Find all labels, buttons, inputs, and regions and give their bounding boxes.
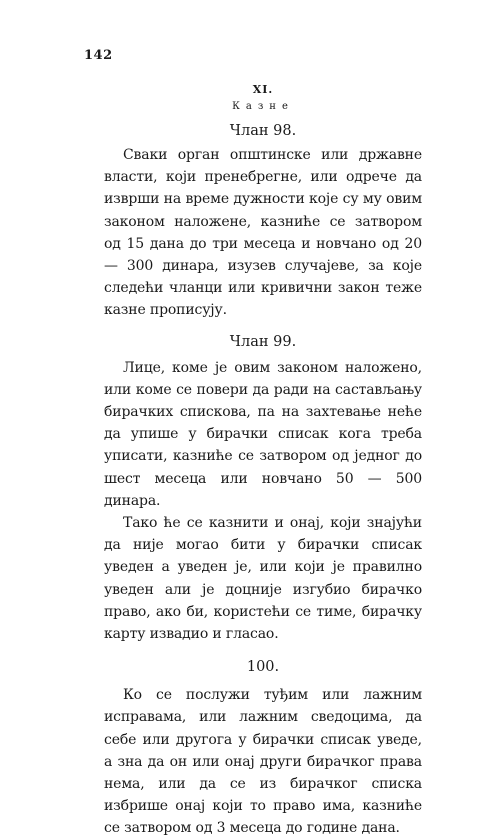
article-99-paragraph-2: Тако ће се казнити и онај, који знајући да није могао бити у бирачки списак уведен а уведен је, или који је правилно уведен али је доцније изгубио бирачко право, ако би, користећи се тиме, бирачку карту извадио и гласао. — [104, 515, 422, 643]
article-heading-99: Члан 99. — [229, 333, 297, 350]
section-number: XI. — [252, 83, 274, 96]
page-content — [104, 83, 422, 840]
article-heading-98: Члан 98. — [229, 123, 297, 139]
section-title: Казне — [232, 101, 294, 112]
article-100-paragraph: Ко се послужи туђим или лажним исправама, или лажним сведоцима, да себе или другога у бирачки списак уведе, а зна да он или онај други бирачког права нема, или да се из бирачког списка избрише онај који то право има, казниће се затвором од 3 месеца до године дана. — [104, 687, 422, 837]
article-heading-100: 100. — [246, 659, 280, 676]
article-98-paragraph: Сваки орган општинске или државне власти, који пренебрегне, или одрече да изврши на време дужности које су му овим законом наложене, казниће се затвором од 15 дана до три месеца и новчано од 20 — 300 динара, изузев случајеве, за које следећи чланци или кривични закон теже казне прописују. — [104, 147, 422, 319]
page-number: 142 — [84, 48, 113, 63]
article-99-paragraph-1: Лице, коме је овим законом наложено, или коме се повери да ради на састављању бирачких спискова, па на захтевање неће да упише у бирачки списак кога треба уписати, казниће се затвором од једног до шест месеца или новчано 50 — 500 динара. — [104, 359, 422, 509]
